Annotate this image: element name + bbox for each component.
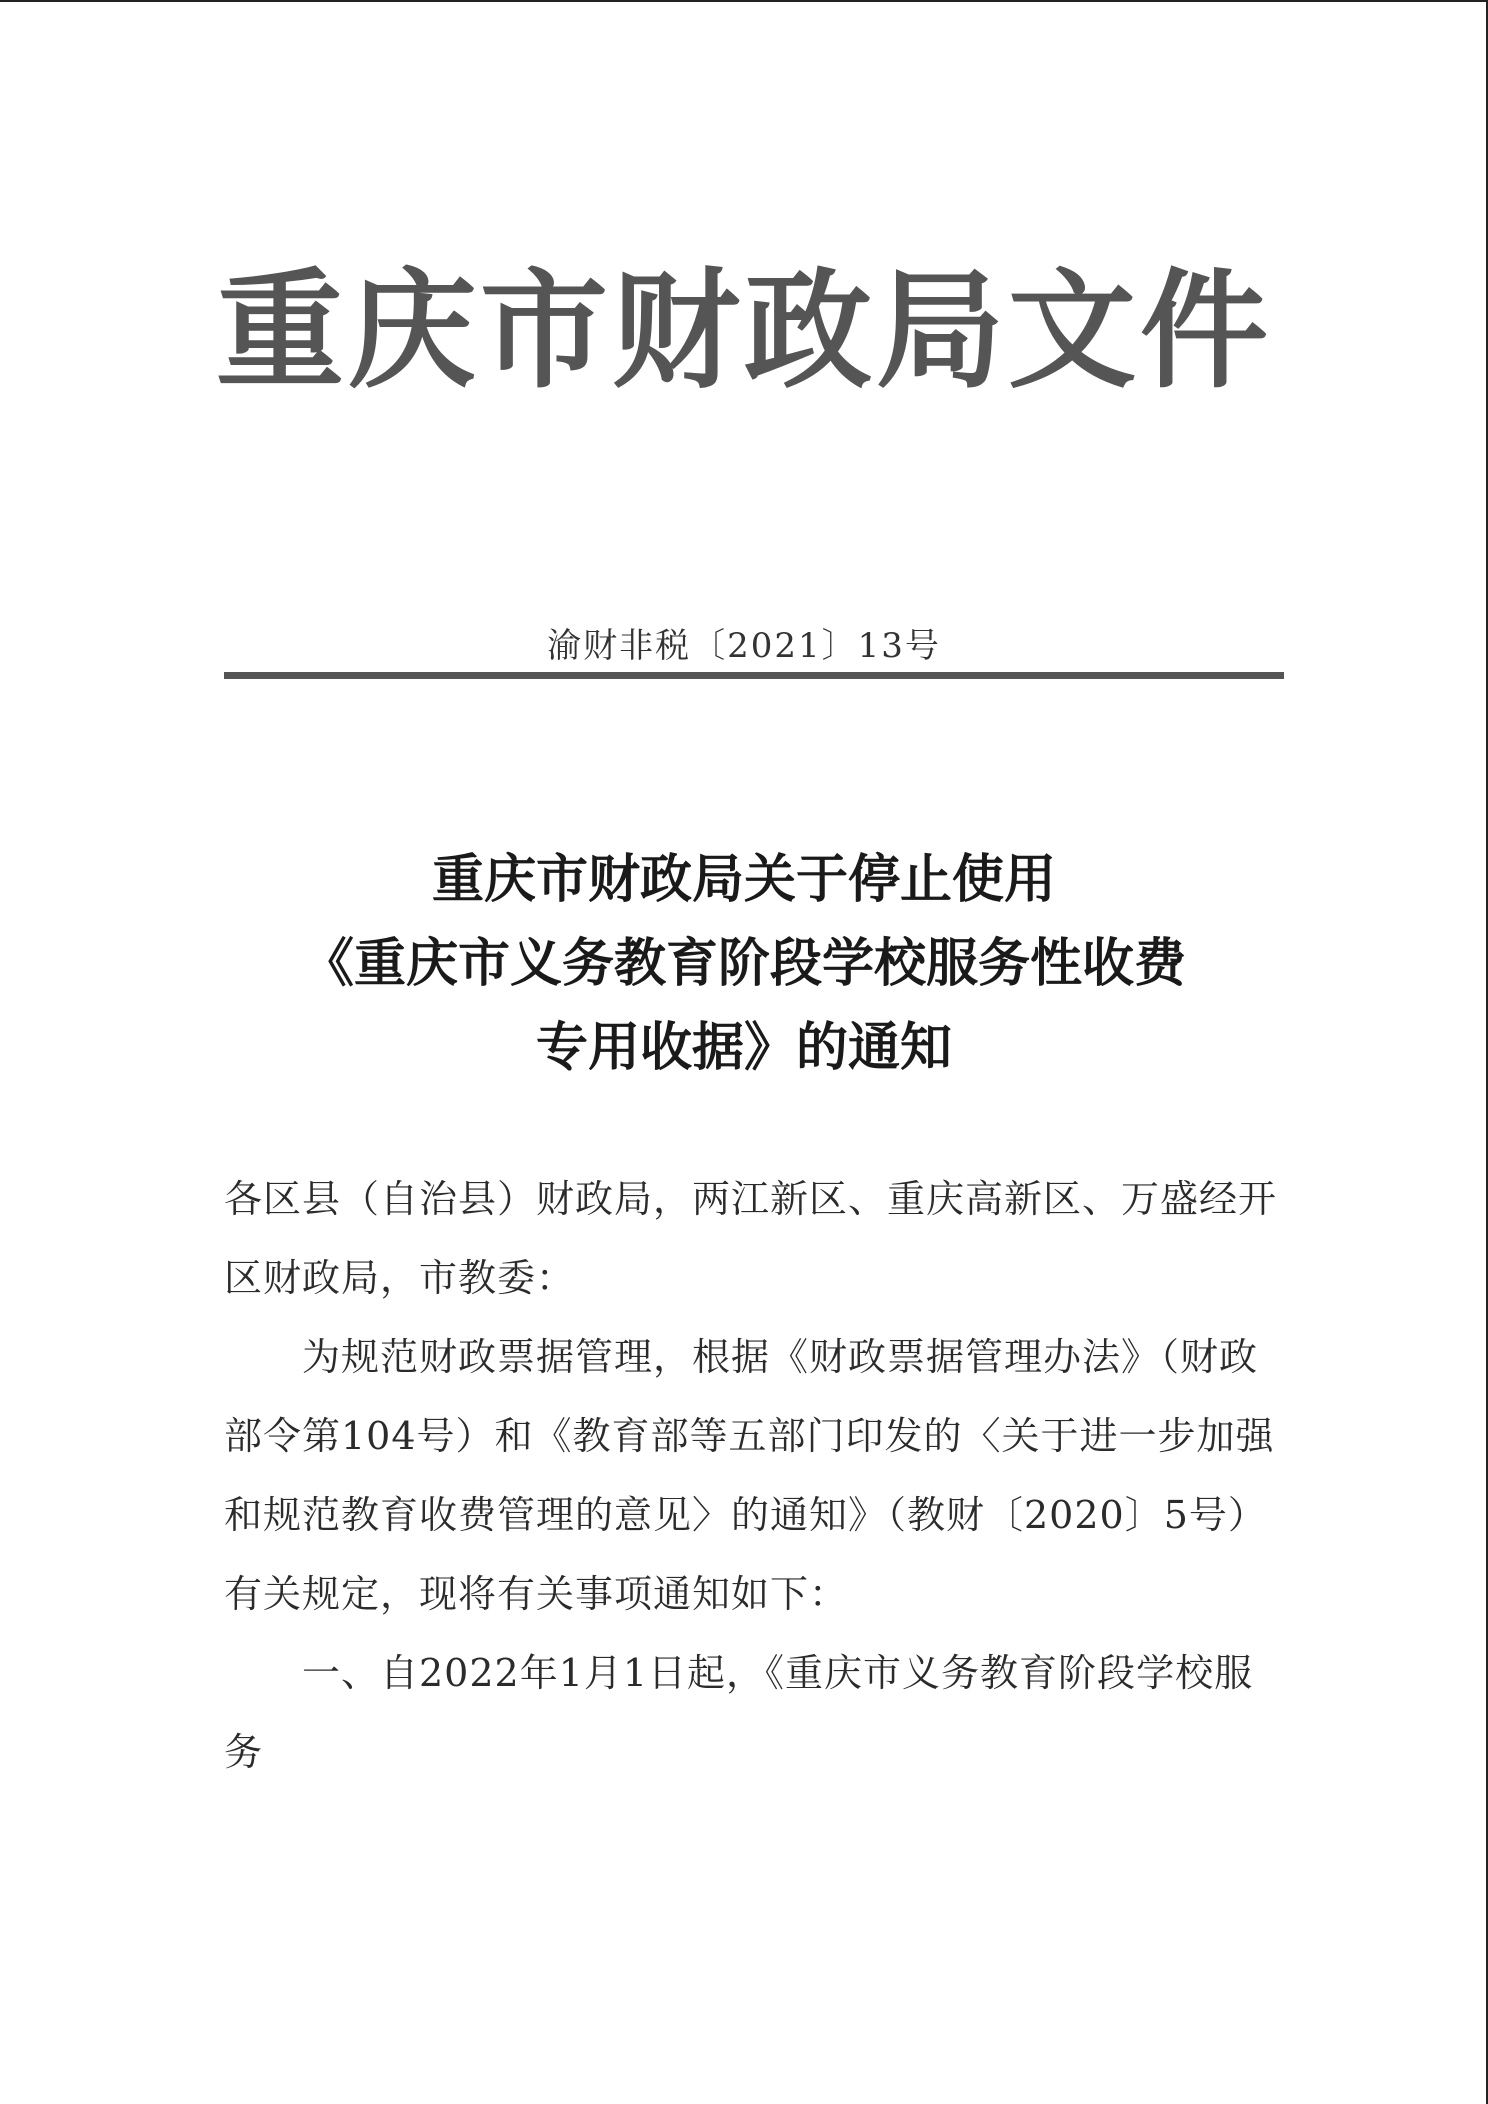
document-header-title: 重庆市财政局文件 [215, 257, 1272, 406]
notice-body [224, 1160, 1284, 1792]
notice-title-line-3: 专用收据》的通知 [535, 1018, 952, 1078]
notice-title-line-1: 重庆市财政局关于停止使用 [431, 850, 1056, 910]
notice-title-line-2: 《重庆市义务教育阶段学校服务性收费 [301, 934, 1186, 994]
page-border-top [0, 0, 1488, 2]
body-paragraph-2: 一、自2022年1月1日起，《重庆市义务教育阶段学校服务 [224, 1651, 1254, 1774]
notice-title [0, 838, 1488, 1090]
recipients-paragraph: 各区县（自治县）财政局，两江新区、重庆高新区、万盛经开区财政局，市教委： [224, 1177, 1278, 1300]
header-divider-rule [224, 672, 1284, 679]
body-paragraph-1: 为规范财政票据管理，根据《财政票据管理办法》（财政部令第104号）和《教育部等五部门印发的〈关于进一步加强和规范教育收费管理的意见〉的通知》（教财〔2020〕5号）有关规定，现将有关事项通知如下： [224, 1335, 1275, 1616]
document-number: 渝财非税〔2021〕13号 [547, 626, 941, 666]
